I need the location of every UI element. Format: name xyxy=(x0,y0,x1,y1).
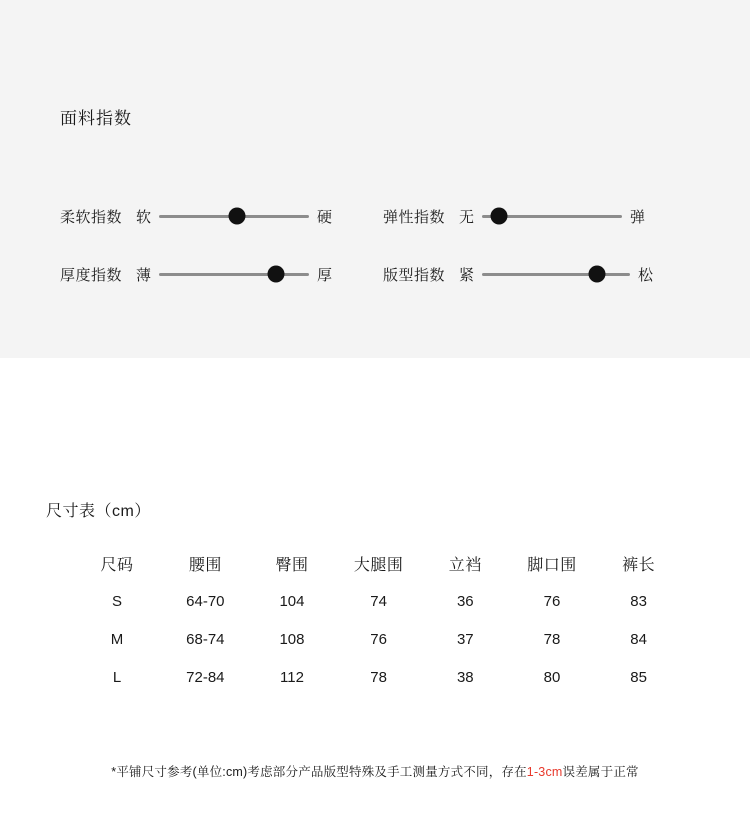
size-table-title: 尺寸表（cm） xyxy=(46,503,151,520)
slider-track-fit[interactable] xyxy=(482,273,630,276)
table-row xyxy=(72,620,682,658)
table-row xyxy=(72,658,682,696)
size-table xyxy=(72,544,682,696)
slider-row-thickness xyxy=(60,261,332,287)
slider-left-end-elasticity: 无 xyxy=(459,208,475,226)
size-table-section xyxy=(0,358,750,816)
slider-left-end-softness: 软 xyxy=(136,208,152,226)
slider-knob-elasticity[interactable] xyxy=(490,208,507,225)
slider-knob-softness[interactable] xyxy=(229,208,246,225)
table-header-cell: 尺码 xyxy=(100,556,134,574)
table-body xyxy=(72,582,682,696)
table-header-cell: 脚口围 xyxy=(527,556,577,574)
table-cell: L xyxy=(112,668,122,686)
table-cell: 76 xyxy=(543,592,561,610)
table-cell: 78 xyxy=(543,630,561,648)
table-header-cell: 大腿围 xyxy=(353,556,404,574)
slider-knob-fit[interactable] xyxy=(589,266,606,283)
table-header-cell: 裤长 xyxy=(622,556,656,574)
slider-row-softness xyxy=(60,203,332,229)
size-note-suffix: 误差属于正常 xyxy=(562,765,639,779)
slider-label-softness: 柔软指数 xyxy=(60,208,123,226)
table-header-cell: 臀围 xyxy=(275,556,309,574)
slider-label-thickness: 厚度指数 xyxy=(60,266,123,284)
table-row xyxy=(72,582,682,620)
slider-label-elasticity: 弹性指数 xyxy=(383,208,446,226)
table-header-cell: 腰围 xyxy=(188,556,222,574)
slider-track-softness[interactable] xyxy=(159,215,309,218)
size-note-highlight: 1-3cm xyxy=(526,765,563,779)
table-cell: 78 xyxy=(370,668,387,686)
fabric-index-panel xyxy=(0,0,750,358)
table-cell: 85 xyxy=(630,668,647,686)
table-cell: 37 xyxy=(456,630,474,648)
slider-label-fit: 版型指数 xyxy=(383,266,446,284)
slider-right-end-thickness: 厚 xyxy=(317,266,333,284)
slider-left-end-thickness: 薄 xyxy=(136,266,152,284)
table-cell: S xyxy=(111,592,122,610)
table-cell: 108 xyxy=(279,630,305,648)
table-cell: 72-84 xyxy=(186,668,225,686)
table-cell: 104 xyxy=(279,592,305,610)
table-cell: 83 xyxy=(630,592,647,610)
fabric-index-title: 面料指数 xyxy=(60,109,132,128)
table-cell: 80 xyxy=(543,668,561,686)
table-header-cell: 立裆 xyxy=(448,556,482,574)
table-cell: 38 xyxy=(456,668,474,686)
table-cell: 64-70 xyxy=(186,592,225,610)
table-cell: 74 xyxy=(370,592,387,610)
size-note-prefix: *平铺尺寸参考(单位:cm)考虑部分产品版型特殊及手工测量方式不同，存在 xyxy=(111,765,527,779)
slider-track-elasticity[interactable] xyxy=(482,215,622,218)
slider-knob-thickness[interactable] xyxy=(268,266,285,283)
table-cell: 84 xyxy=(630,630,647,648)
table-cell: 76 xyxy=(370,630,387,648)
slider-row-elasticity xyxy=(383,203,645,229)
table-cell: 112 xyxy=(280,668,304,686)
table-cell: M xyxy=(110,630,124,648)
slider-right-end-fit: 松 xyxy=(638,266,654,284)
slider-track-thickness[interactable] xyxy=(159,273,309,276)
slider-row-fit xyxy=(383,261,653,287)
table-header-row xyxy=(72,544,682,582)
table-cell: 68-74 xyxy=(186,630,225,648)
slider-left-end-fit: 紧 xyxy=(459,266,475,284)
size-note xyxy=(0,762,750,780)
slider-right-end-elasticity: 弹 xyxy=(630,208,646,226)
slider-right-end-softness: 硬 xyxy=(317,208,333,226)
table-cell: 36 xyxy=(456,592,474,610)
